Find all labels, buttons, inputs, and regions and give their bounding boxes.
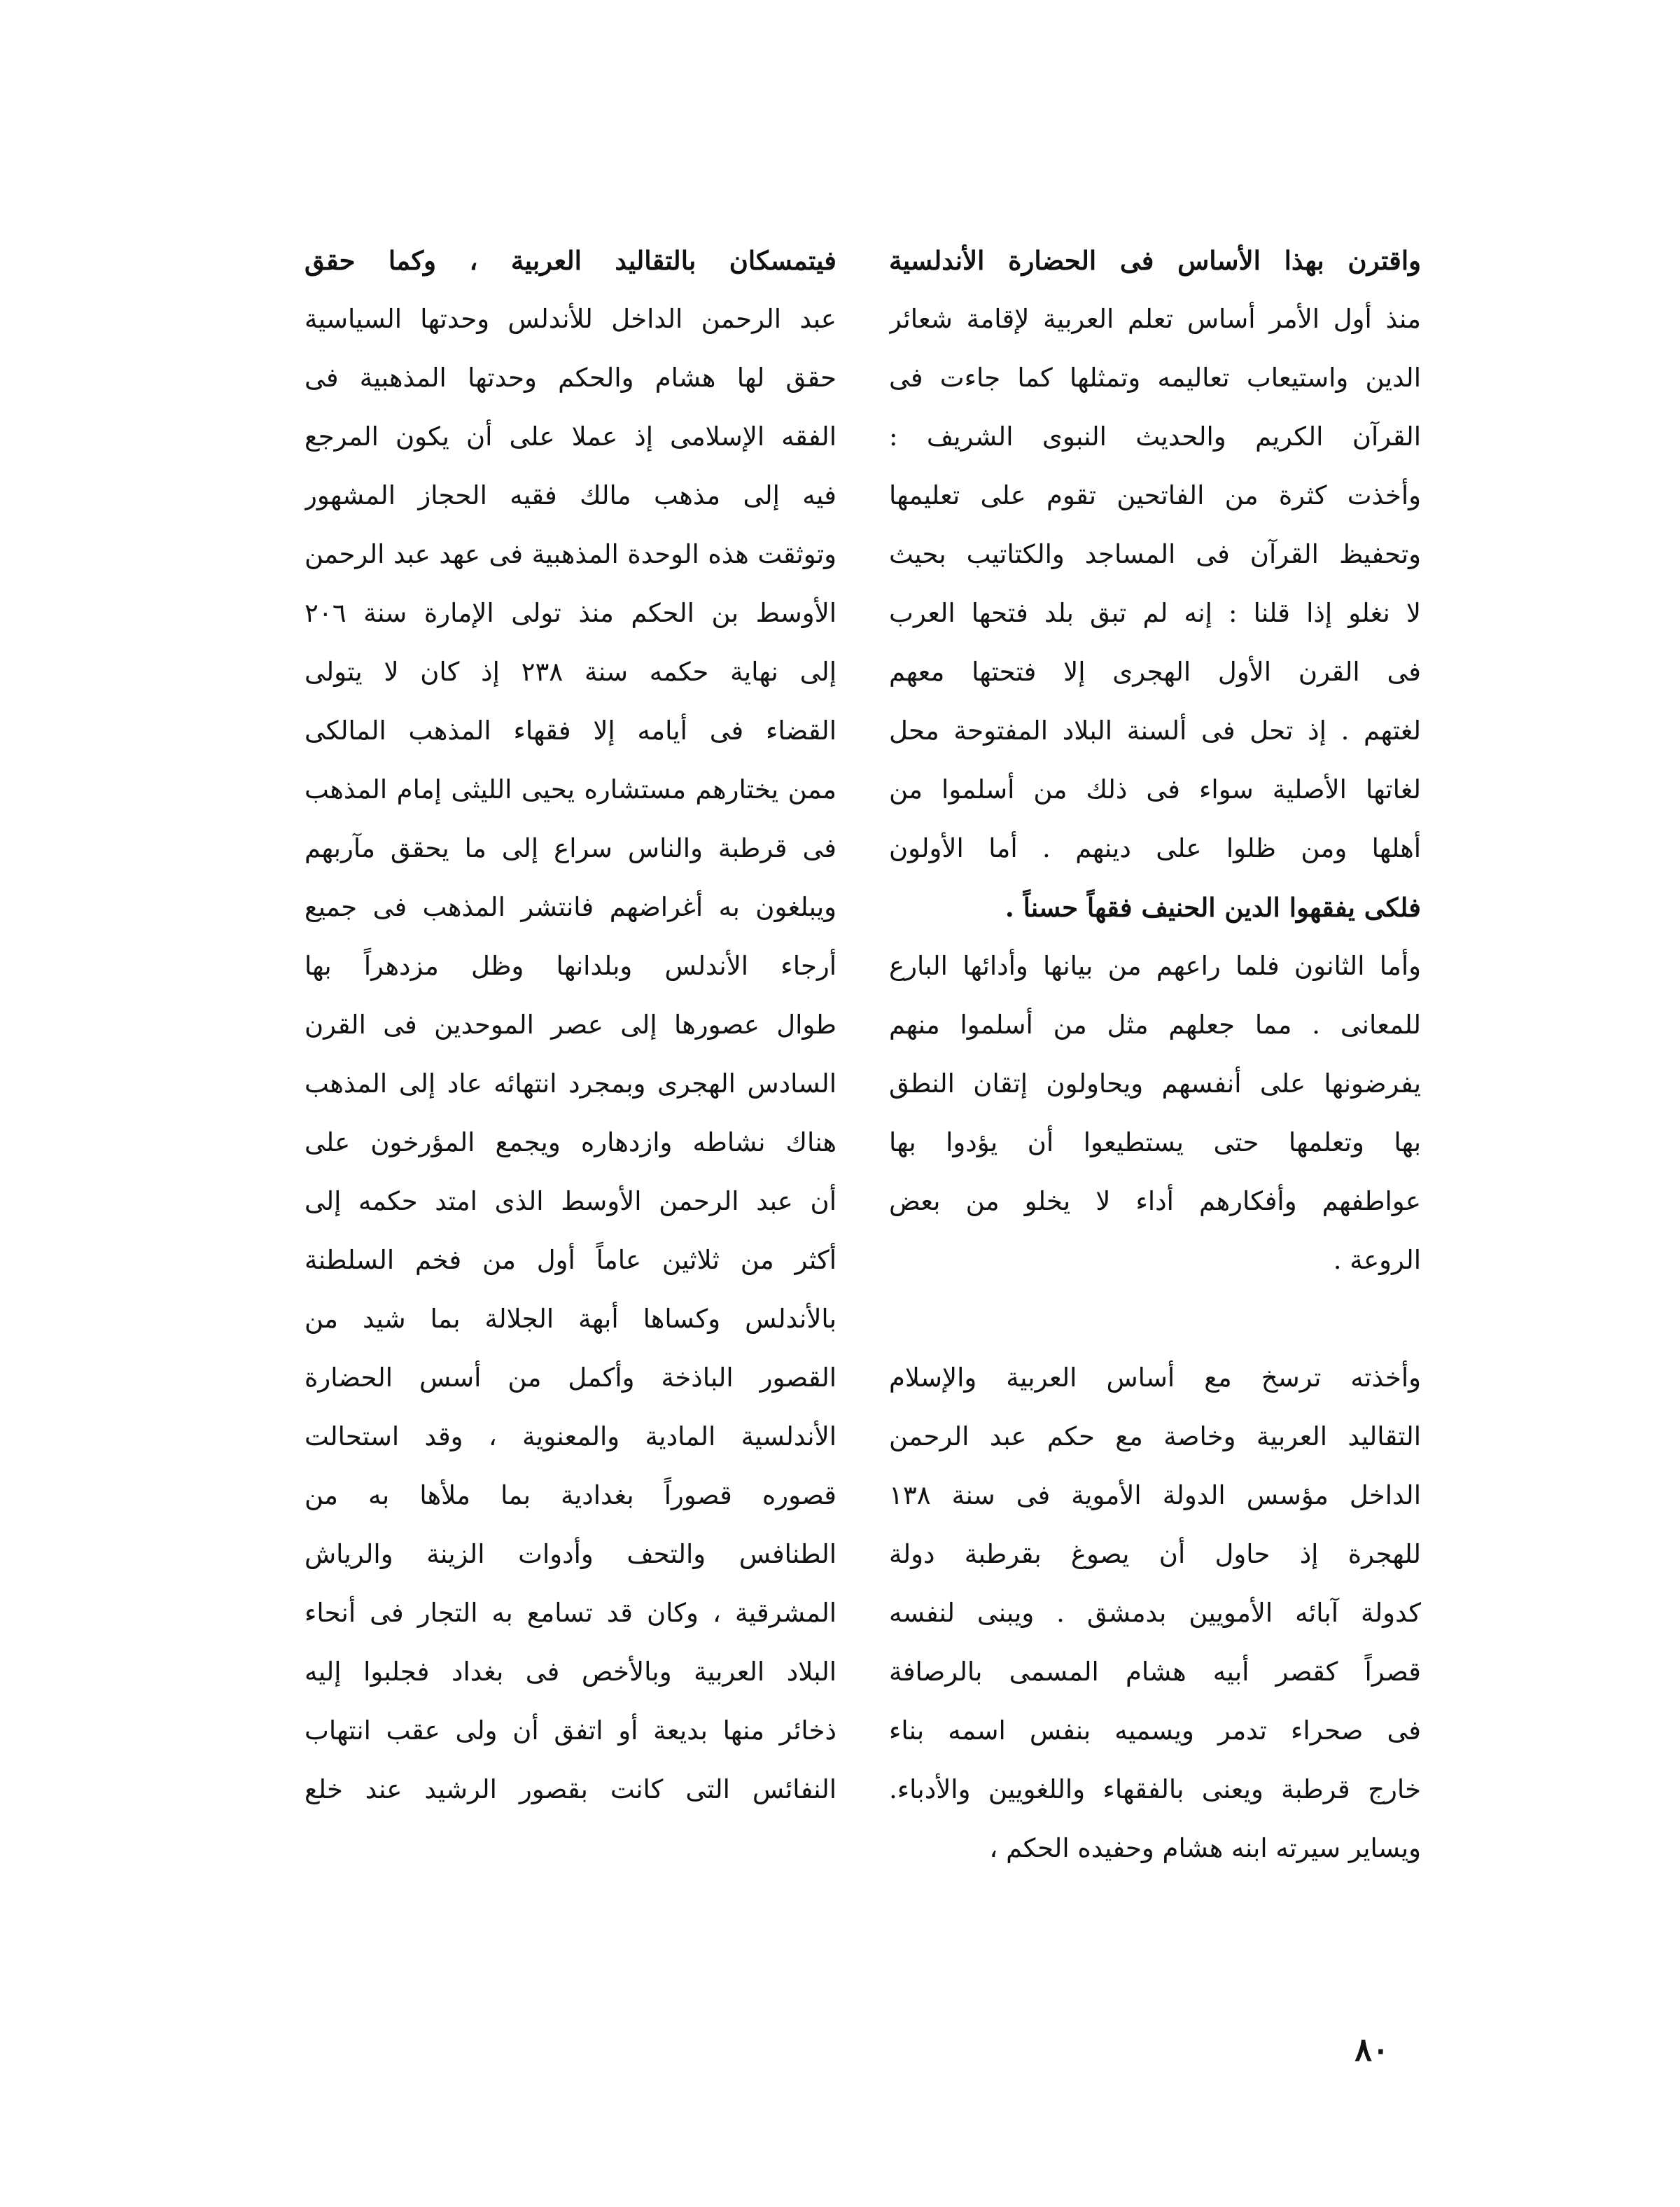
text-line: النفائس التى كانت بقصور الرشيد عند خلع	[304, 1774, 836, 1804]
text-line: بها وتعلمها حتى يستطيعوا أن يؤدوا بها	[889, 1127, 1421, 1157]
paragraph-gap	[889, 1290, 1421, 1349]
text-line: عبد الرحمن الداخل للأندلس وحدتها السياسية	[304, 304, 836, 334]
text-line: الروعة .	[1333, 1245, 1421, 1275]
text-line: لغاتها الأصلية سواء فى ذلك من أسلموا من	[889, 774, 1421, 805]
text-line: إلى نهاية حكمه سنة ٢٣٨ إذ كان لا يتولى	[304, 657, 836, 687]
text-line: الداخل مؤسس الدولة الأموية فى سنة ١٣٨	[889, 1480, 1421, 1510]
text-line: وأما الثانون فلما راعهم من بيانها وأدائها البارع	[889, 951, 1421, 981]
left-text-column	[304, 231, 836, 1819]
text-line: فى قرطبة والناس سراع إلى ما يحقق مآربهم	[304, 833, 836, 863]
text-line: الفقه الإسلامى إذ عملا على أن يكون المرجع	[304, 422, 836, 452]
text-line: أن عبد الرحمن الأوسط الذى امتد حكمه إلى	[304, 1186, 836, 1216]
text-line: قصراً كقصر أبيه هشام المسمى بالرصافة	[889, 1657, 1421, 1687]
text-line: للهجرة إذ حاول أن يصوغ بقرطبة دولة	[889, 1539, 1421, 1569]
text-line: المشرقية ، وكان قد تسامع به التجار فى أنحاء	[304, 1598, 836, 1628]
text-line: ويبلغون به أغراضهم فانتشر المذهب فى جميع	[304, 892, 836, 922]
text-line: القضاء فى أيامه إلا فقهاء المذهب المالكى	[304, 716, 836, 746]
text-line: فى صحراء تدمر ويسميه بنفس اسمه بناء	[889, 1715, 1421, 1746]
text-line: القرآن الكريم والحديث النبوى الشريف :	[889, 422, 1421, 452]
text-line: منذ أول الأمر أساس تعلم العربية لإقامة شعائر	[889, 304, 1421, 334]
text-line: فيه إلى مذهب مالك فقيه الحجاز المشهور	[304, 480, 836, 510]
text-line: السادس الهجرى وبمجرد انتهائه عاد إلى المذهب	[304, 1068, 836, 1099]
text-line: القصور الباذخة وأكمل من أسس الحضارة	[304, 1363, 836, 1393]
text-line: خارج قرطبة ويعنى بالفقهاء واللغويين والأدباء.	[889, 1774, 1421, 1804]
text-line: وأخذته ترسخ مع أساس العربية والإسلام	[889, 1363, 1421, 1393]
text-line: طوال عصورها إلى عصر الموحدين فى القرن	[304, 1010, 836, 1040]
text-line: ويساير سيرته ابنه هشام وحفيده الحكم ،	[989, 1833, 1421, 1863]
text-line: الأندلسية المادية والمعنوية ، وقد استحالت	[304, 1421, 836, 1451]
text-line: الدين واستيعاب تعاليمه وتمثلها كما جاءت فى	[889, 363, 1421, 393]
text-line: وتحفيظ القرآن فى المساجد والكتاتيب بحيث	[889, 539, 1421, 569]
text-line: لا نغلو إذا قلنا : إنه لم تبق بلد فتحها العرب	[889, 598, 1421, 628]
text-line: فى القرن الأول الهجرى إلا فتحتها معهم	[889, 657, 1421, 687]
text-line: واقترن بهذا الأساس فى الحضارة الأندلسية	[889, 245, 1421, 276]
text-line: ذخائر منها بديعة أو اتفق أن ولى عقب انتهاب	[304, 1715, 836, 1746]
text-line: بالأندلس وكساها أبهة الجلالة بما شيد من	[304, 1304, 836, 1334]
text-line: وتوثقت هذه الوحدة المذهبية فى عهد عبد الرحمن	[304, 539, 836, 569]
text-line: الطنافس والتحف وأدوات الزينة والرياش	[304, 1539, 836, 1569]
text-line: حقق لها هشام والحكم وحدتها المذهبية فى	[304, 363, 836, 393]
text-line: أرجاء الأندلس وبلدانها وظل مزدهراً بها	[304, 951, 836, 981]
text-line: التقاليد العربية وخاصة مع حكم عبد الرحمن	[889, 1421, 1421, 1451]
text-line: عواطفهم وأفكارهم أداء لا يخلو من بعض	[889, 1186, 1421, 1216]
text-line: البلاد العربية وبالأخص فى بغداد فجلبوا إليه	[304, 1657, 836, 1687]
text-line: الأوسط بن الحكم منذ تولى الإمارة سنة ٢٠٦	[304, 598, 836, 628]
text-line: أهلها ومن ظلوا على دينهم . أما الأولون	[889, 833, 1421, 863]
text-line: يفرضونها على أنفسهم ويحاولون إتقان النطق	[889, 1068, 1421, 1099]
text-line: كدولة آبائه الأمويين بدمشق . ويبنى لنفسه	[889, 1598, 1421, 1628]
text-line: للمعانى . مما جعلهم مثل من أسلموا منهم	[889, 1010, 1421, 1040]
text-line: فيتمسكان بالتقاليد العربية ، وكما حقق	[304, 245, 836, 276]
page-number: ٨٠	[1354, 2031, 1390, 2068]
text-line: فلكى يفقهوا الدين الحنيف فقهاً حسناً .	[1004, 892, 1421, 923]
text-line: وأخذت كثرة من الفاتحين تقوم على تعليمها	[889, 480, 1421, 510]
text-line: قصوره قصوراً بغدادية بما ملأها به من	[304, 1480, 836, 1510]
text-line: هناك نشاطه وازدهاره ويجمع المؤرخون على	[304, 1127, 836, 1157]
text-line: أكثر من ثلاثين عاماً أول من فخم السلطنة	[304, 1245, 836, 1275]
right-text-column	[889, 231, 1421, 1878]
text-line: لغتهم . إذ تحل فى ألسنة البلاد المفتوحة محل	[889, 716, 1421, 746]
text-line: ممن يختارهم مستشاره يحيى الليثى إمام المذهب	[304, 774, 836, 805]
